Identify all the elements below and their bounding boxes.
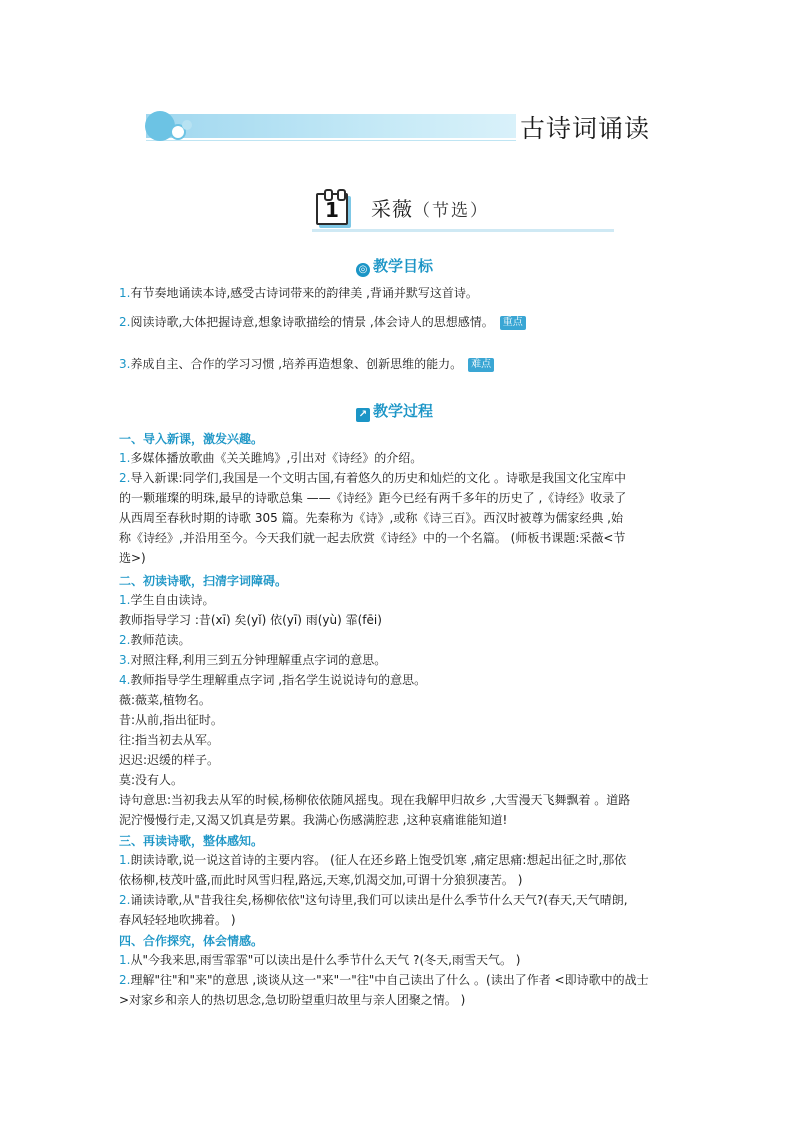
line-text: 诵读诗歌,从"昔我往矣,杨柳依依"这句诗里,我们可以读出是什么季节什么天气?(春天,天气晴朗, (130, 893, 628, 907)
line-text: 昔:从前,指出征时。 (119, 713, 223, 727)
body-line (119, 691, 211, 709)
line-text: 薇:薇菜,植物名。 (119, 693, 211, 707)
lesson-number-badge (316, 193, 348, 225)
body-line (119, 469, 626, 487)
line-text: 往:指当初去从军。 (119, 733, 220, 747)
goal-item (119, 313, 526, 331)
section-title: 二、初读诗歌，扫清字词障碍。 (119, 574, 288, 588)
line-number: 2. (119, 893, 131, 907)
line-text: 称《诗经》,并沿用至今。今天我们就一起去欣赏《诗经》中的一个名篇。 (师板书课题:采薇<节 (119, 531, 626, 545)
line-text: 教师指导学生理解重点字词 ,指名学生说说诗句的意思。 (130, 673, 427, 687)
body-line (119, 489, 626, 507)
body-line (119, 651, 386, 669)
goals-heading-text: 教学目标 (373, 257, 434, 275)
goal-number: 3. (119, 357, 131, 371)
goal-text: 阅读诗歌,大体把握诗意,想象诗歌描绘的情景 ,体会诗人的思想感情。 (130, 315, 494, 329)
section-title: 四、合作探究，体会情感。 (119, 934, 264, 948)
goals-heading (356, 256, 433, 277)
body-line (119, 711, 223, 729)
line-number: 1. (119, 953, 131, 967)
line-text: 教师范读。 (130, 633, 191, 647)
line-text: 春风轻轻地吹拂着。 ) (119, 913, 236, 927)
section-title: 三、再读诗歌，整体感知。 (119, 834, 264, 848)
body-line (119, 529, 625, 547)
body-line (119, 631, 190, 649)
body-line (119, 751, 219, 769)
line-number: 1. (119, 853, 131, 867)
body-line (119, 891, 628, 909)
line-text: 的一颗璀璨的明珠,最早的诗歌总集 ——《诗经》距今已经有两千多年的历史了 ,《诗经》收录了 (119, 491, 627, 505)
key-point-badge: 重点 (500, 316, 526, 330)
line-text: 多媒体播放歌曲《关关雎鸠》,引出对《诗经》的介绍。 (130, 451, 423, 465)
body-line (119, 771, 183, 789)
lesson-subtitle: （节选） (413, 201, 489, 221)
lesson-title-text: 采薇 (371, 197, 413, 221)
goal-text: 养成自主、合作的学习习惯 ,培养再造想象、创新思维的能力。 (130, 357, 463, 371)
goal-number: 1. (119, 286, 131, 300)
line-text: 理解"往"和"来"的意思 ,谈谈从这一"来"一"往"中自己读出了什么 。(读出了作者 <即诗歌中的战士 (130, 973, 649, 987)
line-number: 1. (119, 593, 131, 607)
line-text: 选>) (119, 551, 146, 565)
body-line (119, 871, 522, 889)
banner-small-circle-decoration (182, 120, 192, 130)
body-line (119, 811, 507, 829)
body-line (119, 791, 630, 809)
goal-number: 2. (119, 315, 131, 329)
body-line (119, 549, 146, 567)
body-line (119, 911, 236, 929)
body-line (119, 591, 214, 609)
target-icon: ◎ (356, 263, 370, 277)
line-number: 2. (119, 471, 131, 485)
header-banner (146, 114, 516, 138)
line-text: 导入新课:同学们,我国是一个文明古国,有着悠久的历史和灿烂的文化 。诗歌是我国文化宝库中 (130, 471, 626, 485)
line-text: 莫:没有人。 (119, 773, 184, 787)
process-heading-text: 教学过程 (373, 402, 434, 420)
difficulty-badge: 难点 (468, 358, 494, 372)
body-line (119, 509, 623, 527)
line-text: 迟迟:迟缓的样子。 (119, 753, 220, 767)
process-icon: ↗ (356, 408, 370, 422)
body-line (119, 449, 422, 467)
line-text: 对照注释,利用三到五分钟理解重点字词的意思。 (130, 653, 387, 667)
line-text: 从"今我来思,雨雪霏霏"可以读出是什么季节什么天气 ?(冬天,雨雪天气。 ) (130, 953, 521, 967)
line-number: 2. (119, 973, 131, 987)
line-text: >对家乡和亲人的热切思念,急切盼望重归故里与亲人团聚之情。 ) (119, 993, 466, 1007)
section-title: 一、导入新课，激发兴趣。 (119, 432, 264, 446)
line-text: 依杨柳,枝茂叶盛,而此时风雪归程,路远,天寒,饥渴交加,可谓十分狼狈凄苦。 ) (119, 873, 523, 887)
body-line (119, 991, 465, 1009)
line-text: 学生自由读诗。 (130, 593, 215, 607)
goal-item (119, 284, 478, 302)
goal-item (119, 355, 494, 373)
line-text: 泥泞慢慢行走,又渴又饥真是劳累。我满心伤感满腔悲 ,这种哀痛谁能知道! (119, 813, 508, 827)
body-line (119, 851, 626, 869)
line-number: 1. (119, 451, 131, 465)
header-banner-line (146, 140, 516, 141)
lesson-number: 1 (325, 198, 339, 222)
lesson-underline (312, 229, 614, 232)
body-line (119, 951, 521, 969)
body-line (119, 611, 382, 629)
lesson-title (371, 196, 489, 224)
body-line (119, 731, 219, 749)
line-number: 3. (119, 653, 131, 667)
body-line (119, 971, 649, 989)
line-text: 诗句意思:当初我去从军的时候,杨柳依依随风摇曳。现在我解甲归故乡 ,大雪漫天飞舞飘着 。道路 (119, 793, 631, 807)
line-text: 从西周至春秋时期的诗歌 305 篇。先秦称为《诗》,或称《诗三百》。西汉时被尊为儒家经典 ,始 (119, 511, 623, 525)
process-heading (356, 401, 433, 422)
line-number: 4. (119, 673, 131, 687)
line-text: 教师指导学习 :昔(xī) 矣(yǐ) 依(yī) 雨(yù) 霏(fēi) (119, 613, 382, 627)
goal-text: 有节奏地诵读本诗,感受古诗词带来的韵律美 ,背诵并默写这首诗。 (130, 286, 478, 300)
line-number: 2. (119, 633, 131, 647)
body-line (119, 671, 426, 689)
page-title: 古诗词诵读 (520, 114, 651, 143)
line-text: 朗读诗歌,说一说这首诗的主要内容。 (征人在还乡路上饱受饥寒 ,痛定思痛:想起出征之时,那依 (130, 853, 627, 867)
